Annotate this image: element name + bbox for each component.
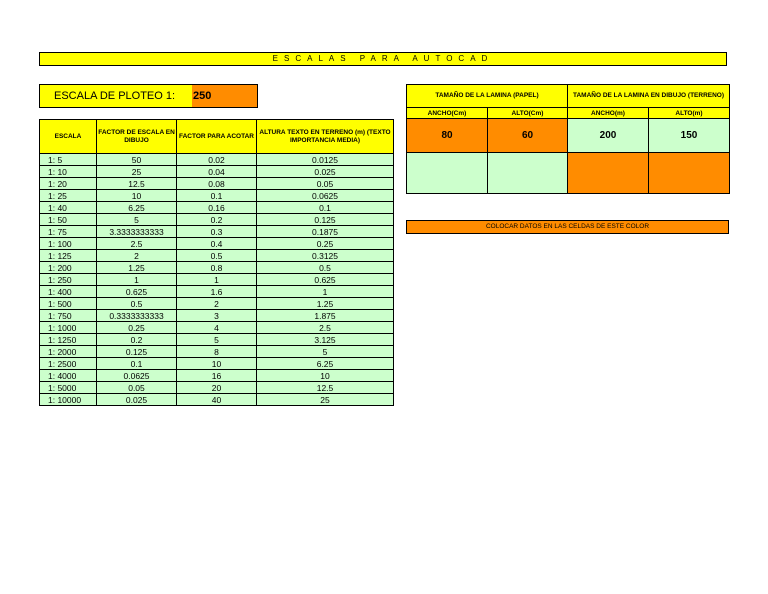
subheader-ancho-m: ANCHO(m) bbox=[568, 108, 649, 119]
table-cell: 2 bbox=[97, 250, 177, 262]
table-cell: 1: 5000 bbox=[40, 382, 97, 394]
table-cell: 5 bbox=[257, 346, 394, 358]
table-cell: 0.2 bbox=[177, 214, 257, 226]
table-cell: 0.1 bbox=[177, 190, 257, 202]
table-cell: 1: 400 bbox=[40, 286, 97, 298]
table-row bbox=[40, 238, 394, 250]
table-row bbox=[40, 358, 394, 370]
ploteo-scale-input[interactable]: 250 bbox=[192, 85, 257, 107]
table-cell: 1: 250 bbox=[40, 274, 97, 286]
ploteo-scale-row bbox=[39, 84, 258, 108]
table-cell: 0.125 bbox=[97, 346, 177, 358]
table-row bbox=[40, 214, 394, 226]
empty-cell bbox=[488, 153, 568, 194]
table-cell: 25 bbox=[97, 166, 177, 178]
subheader-alto-m: ALTO(m) bbox=[649, 108, 730, 119]
table-row bbox=[40, 202, 394, 214]
table-row bbox=[40, 250, 394, 262]
table-row bbox=[40, 178, 394, 190]
lamina-terreno-header: TAMAÑO DE LA LAMINA EN DIBUJO (TERRENO) bbox=[568, 85, 730, 108]
table-cell: 1: 200 bbox=[40, 262, 97, 274]
table-cell: 0.0125 bbox=[257, 154, 394, 166]
header-factor-acotar: FACTOR PARA ACOTAR bbox=[177, 120, 257, 154]
table-cell: 1: 4000 bbox=[40, 370, 97, 382]
table-row bbox=[40, 394, 394, 406]
table-cell: 1: 50 bbox=[40, 214, 97, 226]
table-cell: 1: 10 bbox=[40, 166, 97, 178]
table-cell: 1: 40 bbox=[40, 202, 97, 214]
table-cell: 1: 5 bbox=[40, 154, 97, 166]
header-factor-escala: FACTOR DE ESCALA EN DIBUJO bbox=[97, 120, 177, 154]
table-cell: 1: 75 bbox=[40, 226, 97, 238]
table-cell: 1.875 bbox=[257, 310, 394, 322]
table-cell: 0.1 bbox=[257, 202, 394, 214]
table-cell: 3.3333333333 bbox=[97, 226, 177, 238]
scale-table-header bbox=[40, 120, 394, 154]
table-row bbox=[40, 298, 394, 310]
scale-table bbox=[39, 119, 394, 406]
table-cell: 2.5 bbox=[257, 322, 394, 334]
table-cell: 1 bbox=[177, 274, 257, 286]
table-cell: 6.25 bbox=[97, 202, 177, 214]
table-cell: 0.8 bbox=[177, 262, 257, 274]
table-cell: 0.25 bbox=[97, 322, 177, 334]
table-cell: 6.25 bbox=[257, 358, 394, 370]
table-cell: 1: 125 bbox=[40, 250, 97, 262]
table-cell: 0.1 bbox=[97, 358, 177, 370]
table-cell: 1.25 bbox=[257, 298, 394, 310]
table-cell: 4 bbox=[177, 322, 257, 334]
alto-cm-input[interactable]: 60 bbox=[488, 119, 568, 153]
table-row bbox=[40, 274, 394, 286]
table-cell: 0.04 bbox=[177, 166, 257, 178]
table-cell: 1: 20 bbox=[40, 178, 97, 190]
lamina-papel-header: TAMAÑO DE LA LAMINA (PAPEL) bbox=[407, 85, 568, 108]
table-cell: 16 bbox=[177, 370, 257, 382]
table-row bbox=[40, 286, 394, 298]
table-cell: 25 bbox=[257, 394, 394, 406]
table-cell: 0.3125 bbox=[257, 250, 394, 262]
table-cell: 0.625 bbox=[97, 286, 177, 298]
table-cell: 8 bbox=[177, 346, 257, 358]
table-cell: 1 bbox=[257, 286, 394, 298]
lamina-table bbox=[406, 84, 730, 194]
table-cell: 0.08 bbox=[177, 178, 257, 190]
table-cell: 2 bbox=[177, 298, 257, 310]
table-row bbox=[40, 322, 394, 334]
table-cell: 0.125 bbox=[257, 214, 394, 226]
table-cell: 12.5 bbox=[257, 382, 394, 394]
table-cell: 1: 1000 bbox=[40, 322, 97, 334]
table-cell: 0.625 bbox=[257, 274, 394, 286]
table-cell: 1: 500 bbox=[40, 298, 97, 310]
table-row bbox=[40, 310, 394, 322]
table-row bbox=[40, 262, 394, 274]
table-cell: 0.025 bbox=[97, 394, 177, 406]
table-cell: 20 bbox=[177, 382, 257, 394]
page-banner: ESCALAS PARA AUTOCAD bbox=[39, 52, 727, 66]
table-row bbox=[40, 370, 394, 382]
table-cell: 0.16 bbox=[177, 202, 257, 214]
subheader-alto-cm: ALTO(Cm) bbox=[488, 108, 568, 119]
table-cell: 5 bbox=[97, 214, 177, 226]
header-altura-texto: ALTURA TEXTO EN TERRENO (m) (TEXTO IMPORTANCIA MEDIA) bbox=[257, 120, 394, 154]
table-cell: 0.5 bbox=[257, 262, 394, 274]
ancho-m-value: 200 bbox=[568, 119, 649, 153]
input-color-note: COLOCAR DATOS EN LAS CELDAS DE ESTE COLOR bbox=[406, 220, 729, 234]
table-row bbox=[40, 346, 394, 358]
table-cell: 5 bbox=[177, 334, 257, 346]
table-cell: 3 bbox=[177, 310, 257, 322]
table-row bbox=[40, 166, 394, 178]
alto-m-value: 150 bbox=[649, 119, 730, 153]
header-escala: ESCALA bbox=[40, 120, 97, 154]
table-cell: 50 bbox=[97, 154, 177, 166]
table-cell: 0.3 bbox=[177, 226, 257, 238]
table-cell: 0.5 bbox=[97, 298, 177, 310]
table-cell: 0.0625 bbox=[97, 370, 177, 382]
table-cell: 1.25 bbox=[97, 262, 177, 274]
table-cell: 10 bbox=[177, 358, 257, 370]
empty-input-cell[interactable] bbox=[568, 153, 649, 194]
table-row bbox=[40, 226, 394, 238]
table-row bbox=[40, 382, 394, 394]
table-cell: 0.05 bbox=[97, 382, 177, 394]
subheader-ancho-cm: ANCHO(Cm) bbox=[407, 108, 488, 119]
table-cell: 0.3333333333 bbox=[97, 310, 177, 322]
ploteo-scale-label: ESCALA DE PLOTEO 1: bbox=[40, 85, 192, 107]
table-cell: 12.5 bbox=[97, 178, 177, 190]
table-cell: 1: 1250 bbox=[40, 334, 97, 346]
empty-input-cell[interactable] bbox=[649, 153, 730, 194]
table-cell: 1: 25 bbox=[40, 190, 97, 202]
table-row bbox=[40, 190, 394, 202]
table-cell: 1: 750 bbox=[40, 310, 97, 322]
table-cell: 1: 100 bbox=[40, 238, 97, 250]
table-cell: 0.25 bbox=[257, 238, 394, 250]
table-cell: 10 bbox=[97, 190, 177, 202]
empty-cell bbox=[407, 153, 488, 194]
table-cell: 3.125 bbox=[257, 334, 394, 346]
table-cell: 0.4 bbox=[177, 238, 257, 250]
table-cell: 0.2 bbox=[97, 334, 177, 346]
ancho-cm-input[interactable]: 80 bbox=[407, 119, 488, 153]
table-cell: 0.02 bbox=[177, 154, 257, 166]
table-cell: 0.1875 bbox=[257, 226, 394, 238]
table-cell: 0.05 bbox=[257, 178, 394, 190]
table-cell: 0.025 bbox=[257, 166, 394, 178]
table-row bbox=[40, 334, 394, 346]
table-row bbox=[40, 154, 394, 166]
table-cell: 1: 2500 bbox=[40, 358, 97, 370]
table-cell: 1 bbox=[97, 274, 177, 286]
table-cell: 1: 2000 bbox=[40, 346, 97, 358]
table-cell: 40 bbox=[177, 394, 257, 406]
table-cell: 0.5 bbox=[177, 250, 257, 262]
scale-table-body bbox=[40, 154, 394, 406]
table-cell: 1.6 bbox=[177, 286, 257, 298]
table-cell: 10 bbox=[257, 370, 394, 382]
table-cell: 2.5 bbox=[97, 238, 177, 250]
table-cell: 1: 10000 bbox=[40, 394, 97, 406]
table-cell: 0.0625 bbox=[257, 190, 394, 202]
